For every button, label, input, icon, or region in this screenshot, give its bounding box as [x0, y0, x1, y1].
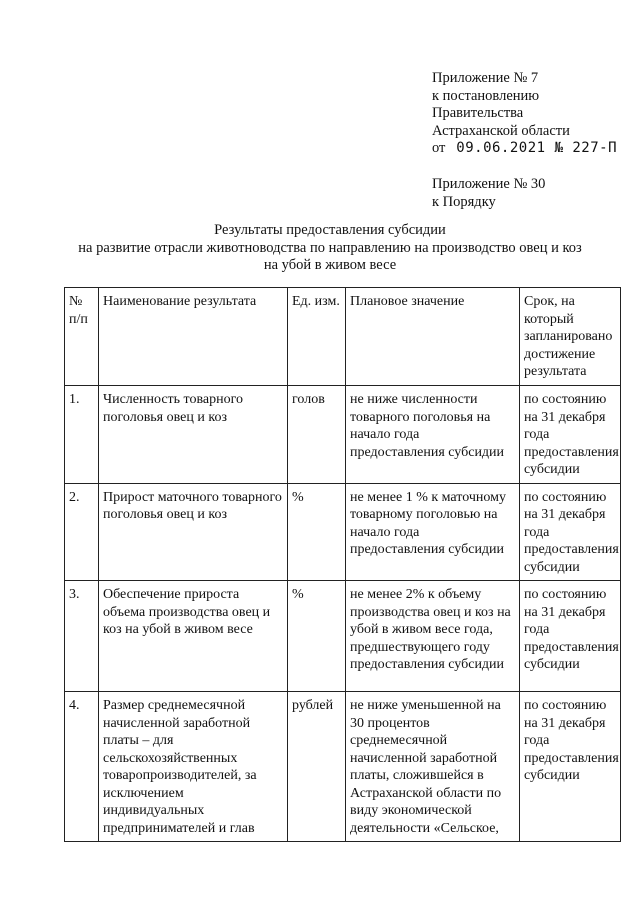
appendix-line: к Порядку — [432, 193, 496, 210]
appendix-30-block — [432, 176, 545, 211]
appendix-line: Приложение № 30 — [432, 176, 546, 192]
date-prefix: от — [432, 140, 446, 156]
table-row — [65, 581, 621, 692]
cell-planned-value: не менее 2% к объему производства овец и коз на убой в живом весе года, предшествующего году предоставления субсидии — [346, 581, 520, 692]
appendix-line: Астраханской области — [432, 122, 570, 139]
appendix-line: Правительства — [432, 105, 524, 121]
cell-deadline: по состоянию на 31 декабря года предоставления субсидии — [520, 692, 621, 842]
cell-number: 4. — [65, 692, 99, 842]
document-title — [40, 222, 620, 275]
appendix-line: Приложение № 7 — [432, 70, 539, 86]
table-header-row — [65, 288, 621, 386]
cell-deadline: по состоянию на 31 декабря года предоставления субсидии — [520, 581, 621, 692]
cell-number: 1. — [65, 386, 99, 484]
table-row — [65, 692, 621, 842]
table-row — [65, 386, 621, 484]
cell-number: 3. — [65, 581, 99, 692]
cell-planned-value: не ниже численности товарного поголовья на начало года предоставления субсидии — [346, 386, 520, 484]
cell-unit: голов — [288, 386, 346, 484]
cell-number: 2. — [65, 483, 99, 581]
appendix-line: к постановлению — [432, 87, 540, 104]
results-table — [64, 287, 621, 842]
header-number: № п/п — [65, 288, 99, 386]
cell-unit: рублей — [288, 692, 346, 842]
cell-planned-value: не менее 1 % к маточному товарному поголовью на начало года предоставления субсидии — [346, 483, 520, 581]
header-planned-value: Плановое значение — [346, 288, 520, 386]
cell-planned-value-text: не ниже уменьшенной на 30 процентов среднемесячной начисленной заработной платы, сложившейся в Астраханской области по виду экономической деятельности «Сельское, — [350, 698, 502, 836]
cell-deadline: по состоянию на 31 декабря года предоставления субсидии — [520, 483, 621, 581]
header-result-name: Наименование результата — [99, 288, 288, 386]
title-line-2: на развитие отрасли животноводства по направлению на производство овец и коз — [78, 239, 582, 256]
cell-unit: % — [288, 581, 346, 692]
cell-result-name: Обеспечение прироста объема производства овец и коз на убой в живом весе — [99, 581, 288, 692]
cell-result-name — [99, 692, 288, 842]
cell-deadline: по состоянию на 31 декабря года предоставления субсидии — [520, 386, 621, 484]
date-stamp: 09.06.2021 № 227-П — [456, 140, 617, 156]
cell-result-name: Прирост маточного товарного поголовья овец и коз — [99, 483, 288, 581]
appendix-date-line — [432, 140, 617, 158]
cell-planned-value — [346, 692, 520, 842]
appendix-7-block — [432, 70, 617, 158]
header-unit: Ед. изм. — [288, 288, 346, 386]
table-row — [65, 483, 621, 581]
cell-result-name: Численность товарного поголовья овец и коз — [99, 386, 288, 484]
title-line-3: на убой в живом весе — [263, 257, 397, 273]
title-line-1: Результаты предоставления субсидии — [214, 222, 446, 238]
cell-unit: % — [288, 483, 346, 581]
header-deadline: Срок, на который запланировано достижение результата — [520, 288, 621, 386]
cell-result-name-text: Размер среднемесячной начисленной заработной платы – для сельскохозяйственных товаропроизводителей, за исключением индивидуальных предпринимателей и глав — [103, 698, 257, 836]
